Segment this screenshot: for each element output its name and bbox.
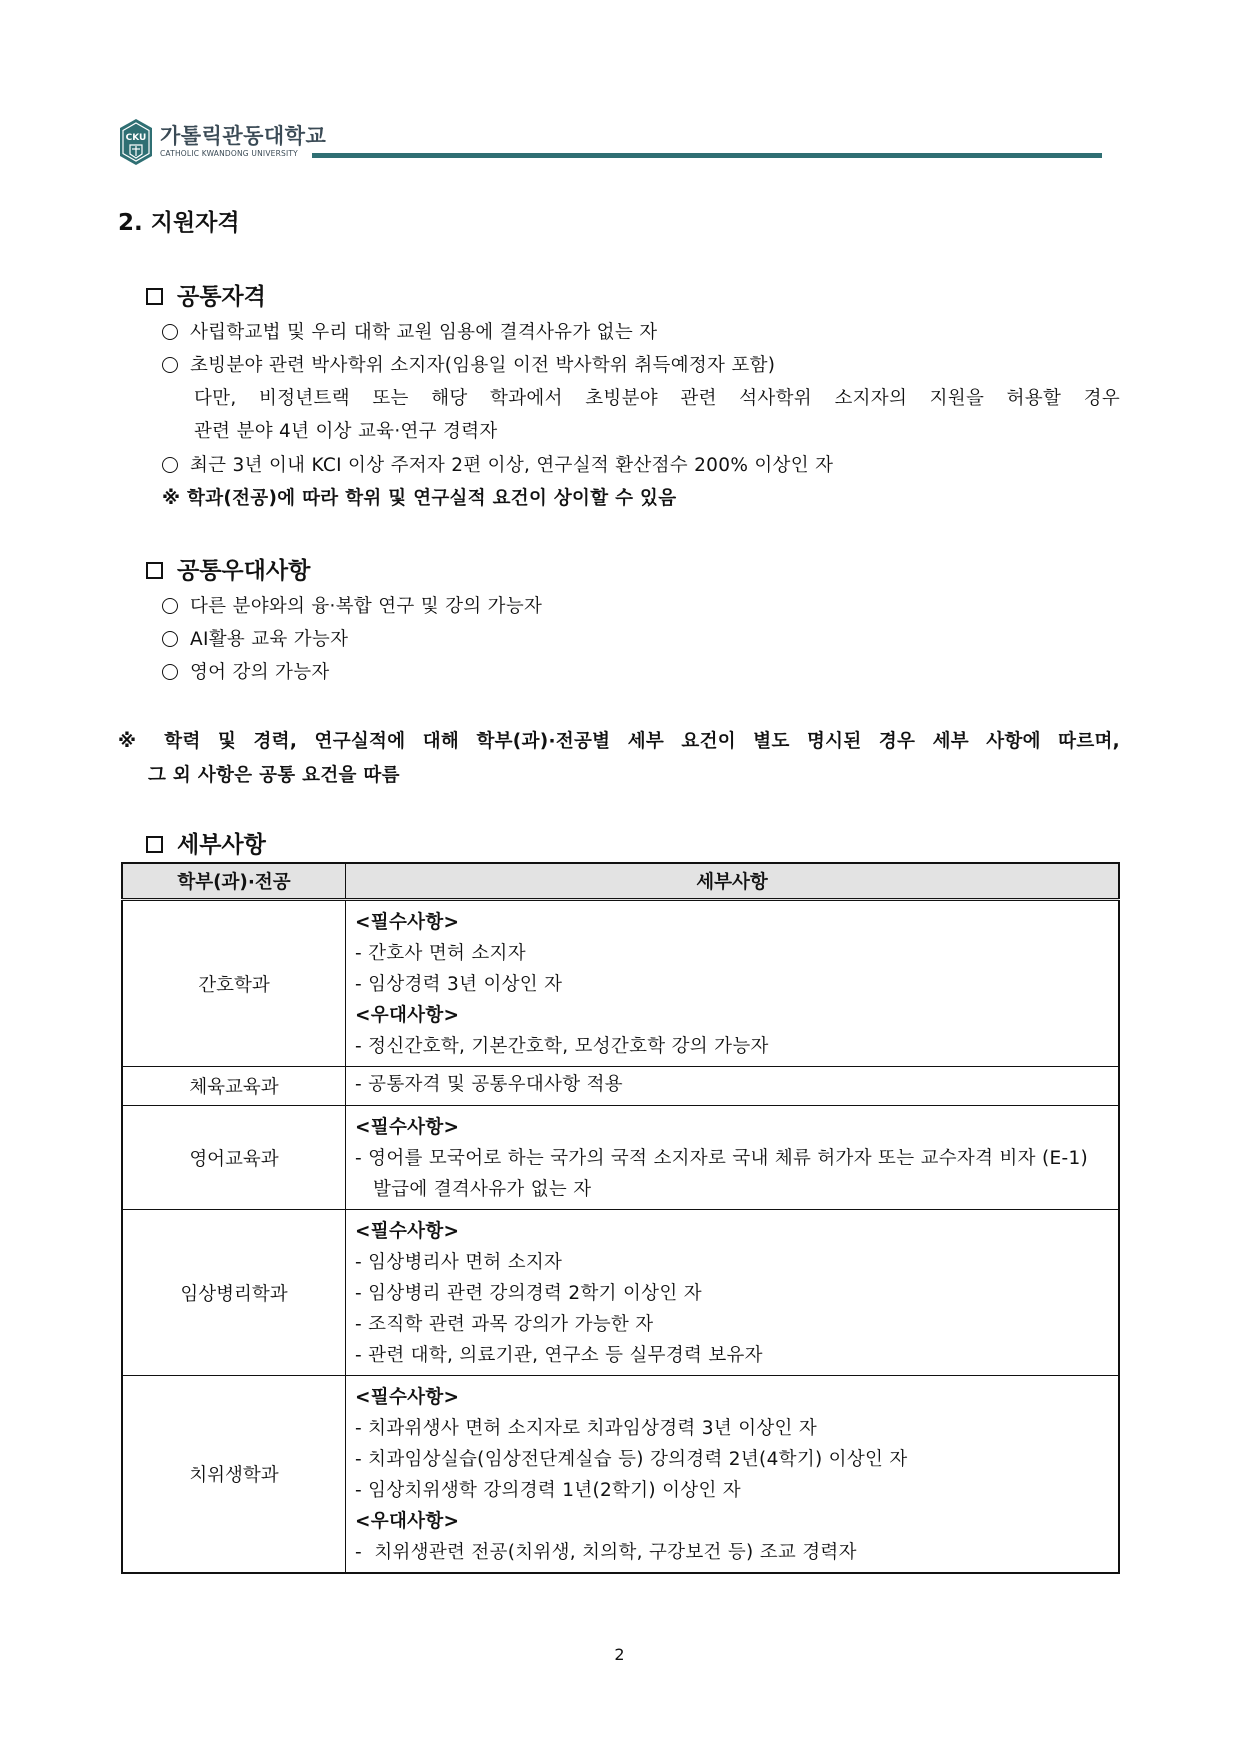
university-emblem-icon: [118, 118, 154, 166]
common-item-3: [162, 451, 833, 477]
details-title: 세부사항: [177, 832, 266, 858]
table-row: [122, 1210, 1119, 1376]
list-item: - 영어를 모국어로 하는 국가의 국적 소지자로 국내 체류 허가자 또는 교수자격 비자 (E-1) 발급에 결격사유가 없는 자: [355, 1148, 1089, 1200]
circle-bullet-icon: [162, 664, 178, 680]
details-heading: [146, 826, 266, 859]
list-item: - 정신간호학, 기본간호학, 모성간호학 강의 가능자: [355, 1036, 769, 1057]
common-item-2-continuation: 다만, 비정년트랙 또는 해당 학과에서 초빙분야 관련 석사학위 소지자의 지원을 허용할 경우: [194, 388, 1120, 409]
dept-physical-education: 체육교육과: [122, 1067, 346, 1106]
circle-bullet-icon: [162, 631, 178, 647]
dept-dental-hygiene: 치위생학과: [122, 1376, 346, 1574]
common-item-3-text: 최근 3년 이내 KCI 이상 주저자 2편 이상, 연구실적 환산점수 200% 이상인 자: [190, 455, 834, 476]
header-detail: 세부사항: [346, 863, 1120, 900]
list-item: - 임상병리사 면허 소지자: [355, 1252, 563, 1273]
general-note-line-2: 그 외 사항은 공통 요건을 따름: [148, 765, 400, 786]
common-item-2-continuation-2: 관련 분야 4년 이상 교육·연구 경력자: [194, 421, 498, 442]
logo-english-name: CATHOLIC KWANDONG UNIVERSITY: [160, 149, 298, 158]
header-dept: 학부(과)·전공: [122, 863, 346, 900]
list-item: - 임상병리 관련 강의경력 2학기 이상인 자: [355, 1283, 702, 1304]
list-item: - 관련 대학, 의료기관, 연구소 등 실무경력 보유자: [355, 1345, 763, 1366]
list-item: - 공통자격 및 공통우대사항 적용: [355, 1074, 623, 1095]
dept-clinical-pathology: 임상병리학과: [122, 1210, 346, 1376]
table-row: [122, 1376, 1119, 1574]
table-row: [122, 900, 1119, 1067]
logo-korean-name: 가톨릭관동대학교: [160, 124, 327, 148]
table-row: [122, 1067, 1119, 1106]
common-note: ※ 학과(전공)에 따라 학위 및 연구실적 요건이 상이할 수 있음: [162, 488, 677, 509]
detail-physical-education: [346, 1067, 1120, 1106]
header-rule: [312, 153, 1102, 158]
list-item: - 임상경력 3년 이상인 자: [355, 974, 563, 995]
preference-item-2: [162, 625, 348, 651]
list-item: - 치과임상실습(임상전단계실습 등) 강의경력 2년(4학기) 이상인 자: [355, 1449, 908, 1470]
detail-english-education: [346, 1106, 1120, 1210]
list-item: - 조직학 관련 과목 강의가 가능한 자: [355, 1314, 654, 1335]
list-item: - 임상치위생학 강의경력 1년(2학기) 이상인 자: [355, 1480, 741, 1501]
required-label: <필수사항>: [355, 1117, 460, 1138]
details-table: [121, 862, 1120, 1574]
emblem-text: CKU: [125, 133, 147, 143]
general-note-line-1: ※ 학력 및 경력, 연구실적에 대해 학부(과)·전공별 세부 요건이 별도 명시된 경우 세부 사항에 따르며,: [118, 731, 1120, 752]
preference-item-1-text: 다른 분야와의 융·복합 연구 및 강의 가능자: [190, 596, 543, 617]
common-item-1: [162, 318, 657, 344]
dept-english-education: 영어교육과: [122, 1106, 346, 1210]
page-number: 2: [614, 1645, 625, 1664]
common-item-2: [162, 351, 775, 377]
circle-bullet-icon: [162, 457, 178, 473]
preference-item-3-text: 영어 강의 가능자: [190, 662, 330, 683]
required-label: <필수사항>: [355, 912, 460, 933]
circle-bullet-icon: [162, 598, 178, 614]
preference-title: 공통우대사항: [177, 558, 311, 584]
preference-item-3: [162, 658, 330, 684]
checkbox-square-icon: [146, 288, 163, 305]
list-item: - 치과위생사 면허 소지자로 치과임상경력 3년 이상인 자: [355, 1418, 818, 1439]
preference-item-1: [162, 592, 542, 618]
detail-nursing: [346, 900, 1120, 1067]
circle-bullet-icon: [162, 324, 178, 340]
table-row: [122, 1106, 1119, 1210]
section-title: 2. 지원자격: [118, 210, 240, 236]
required-label: <필수사항>: [355, 1221, 460, 1242]
common-qualification-title: 공통자격: [177, 284, 266, 310]
required-label: <필수사항>: [355, 1387, 460, 1408]
preference-item-2-text: AI활용 교육 가능자: [190, 629, 349, 650]
detail-dental-hygiene: [346, 1376, 1120, 1574]
preferred-label: <우대사항>: [355, 1005, 460, 1026]
preferred-label: <우대사항>: [355, 1511, 460, 1532]
dept-nursing: 간호학과: [122, 900, 346, 1067]
common-item-2-text: 초빙분야 관련 박사학위 소지자(임용일 이전 박사학위 취득예정자 포함): [190, 355, 776, 376]
preference-heading: [146, 552, 310, 585]
checkbox-square-icon: [146, 836, 163, 853]
table-header-row: [122, 863, 1119, 900]
list-item: - 간호사 면허 소지자: [355, 943, 526, 964]
list-item: - 치위생관련 전공(치위생, 치의학, 구강보건 등) 조교 경력자: [355, 1542, 857, 1563]
common-item-1-text: 사립학교법 및 우리 대학 교원 임용에 결격사유가 없는 자: [190, 322, 658, 343]
detail-clinical-pathology: [346, 1210, 1120, 1376]
common-qualification-heading: [146, 278, 266, 311]
circle-bullet-icon: [162, 357, 178, 373]
checkbox-square-icon: [146, 562, 163, 579]
